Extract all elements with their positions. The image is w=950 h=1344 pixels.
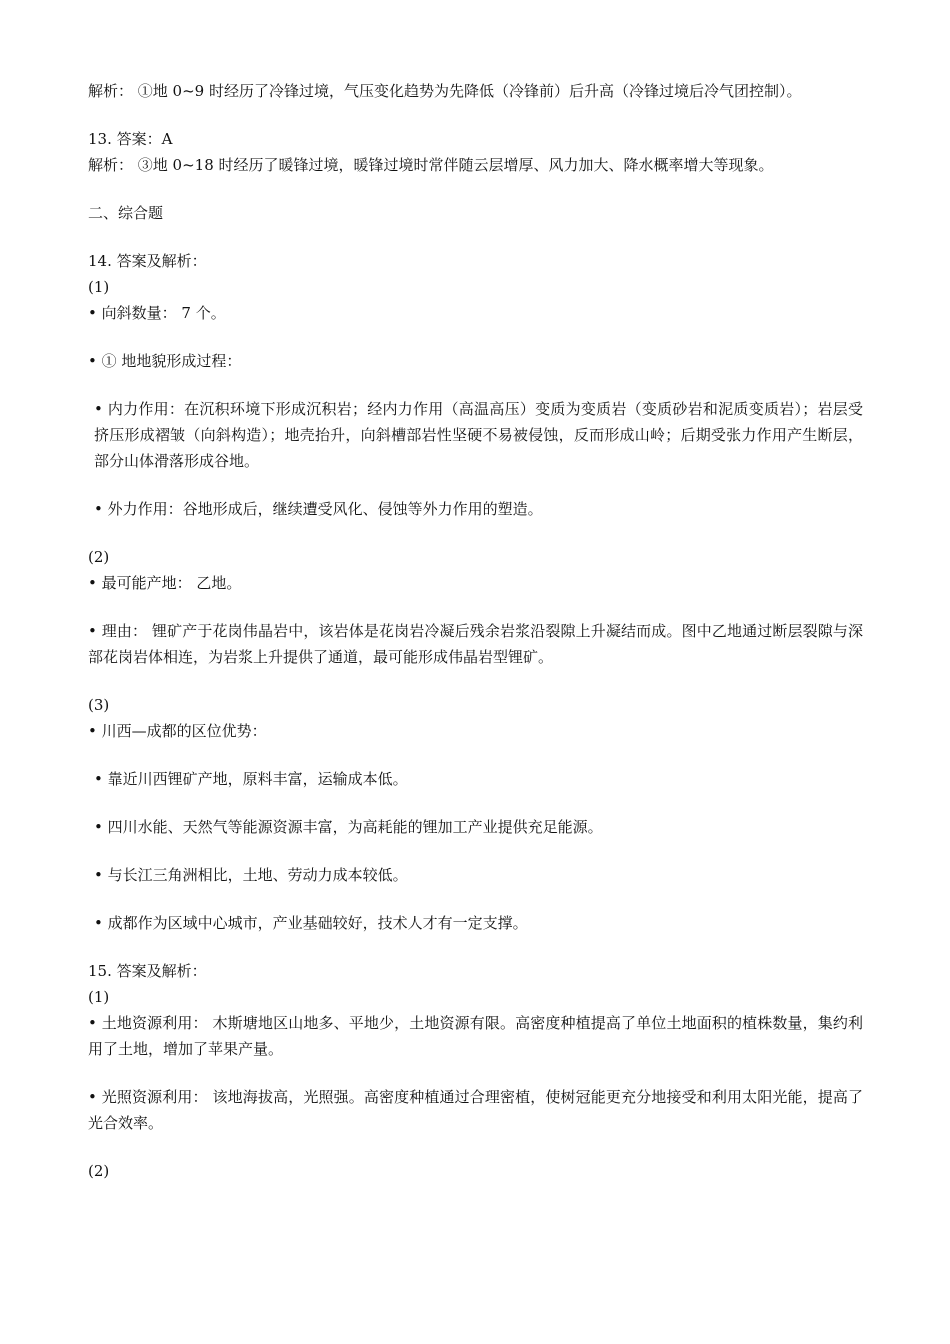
q14-process-title: • ① 地地貌形成过程： (88, 352, 242, 370)
q14-part3-label: (3) (88, 696, 110, 714)
list-item: • 四川水能、天然气等能源资源丰富，为高耗能的锂加工产业提供充足能源。 (94, 818, 603, 836)
document-page (88, 78, 863, 1184)
list-item: • 成都作为区域中心城市，产业基础较好，技术人才有一定支撑。 (94, 914, 528, 932)
q12-analysis: 解析： ①地 0~9 时经历了冷锋过境，气压变化趋势为先降低（冷锋前）后升高（冷锋过境后冷气团控制）。 (88, 82, 802, 100)
q14-reason: • 理由： 锂矿产于花岗伟晶岩中，该岩体是花岗岩冷凝后残余岩浆沿裂隙上升凝结而成。图中乙地通过断层裂隙与深部花岗岩体相连，为岩浆上升提供了通道，最可能形成伟晶岩型锂矿。 (88, 622, 863, 666)
q15-land-use: • 土地资源利用： 木斯塘地区山地多、平地少，土地资源有限。高密度种植提高了单位土地面积的植株数量，集约利用了土地，增加了苹果产量。 (88, 1014, 863, 1058)
q15-part1-label: (1) (88, 988, 110, 1006)
q14-part2-label: (2) (88, 548, 110, 566)
q14-external-forces: • 外力作用：谷地形成后，继续遭受风化、侵蚀等外力作用的塑造。 (94, 500, 543, 518)
list-item: • 靠近川西锂矿产地，原料丰富，运输成本低。 (94, 770, 408, 788)
q15-heading: 15. 答案及解析： (88, 962, 207, 980)
q14-likely-place: • 最可能产地： 乙地。 (88, 574, 242, 592)
q13-answer: 13. 答案：A (88, 130, 173, 148)
q14-part1-label: (1) (88, 278, 110, 296)
q15-part2-label: (2) (88, 1162, 110, 1180)
q13-analysis: 解析： ③地 0~18 时经历了暖锋过境，暖锋过境时常伴随云层增厚、风力加大、降水概率增大等现象。 (88, 156, 774, 174)
q14-location-title: • 川西—成都的区位优势： (88, 722, 267, 740)
q15-light-use: • 光照资源利用： 该地海拔高，光照强。高密度种植通过合理密植，使树冠能更充分地接受和利用太阳光能，提高了光合效率。 (88, 1088, 863, 1132)
q14-internal-forces: • 内力作用：在沉积环境下形成沉积岩；经内力作用（高温高压）变质为变质岩（变质砂岩和泥质变质岩）；岩层受挤压形成褶皱（向斜构造）；地壳抬升，向斜槽部岩性坚硬不易被侵蚀，反而形成山岭；后期受张力作用产生断层，部分山体滑落形成谷地。 (94, 400, 863, 470)
list-item: • 与长江三角洲相比，土地、劳动力成本较低。 (94, 866, 408, 884)
section-heading: 二、综合题 (88, 204, 164, 222)
q14-syncline-count: • 向斜数量： 7 个。 (88, 304, 226, 322)
q14-heading: 14. 答案及解析： (88, 252, 207, 270)
